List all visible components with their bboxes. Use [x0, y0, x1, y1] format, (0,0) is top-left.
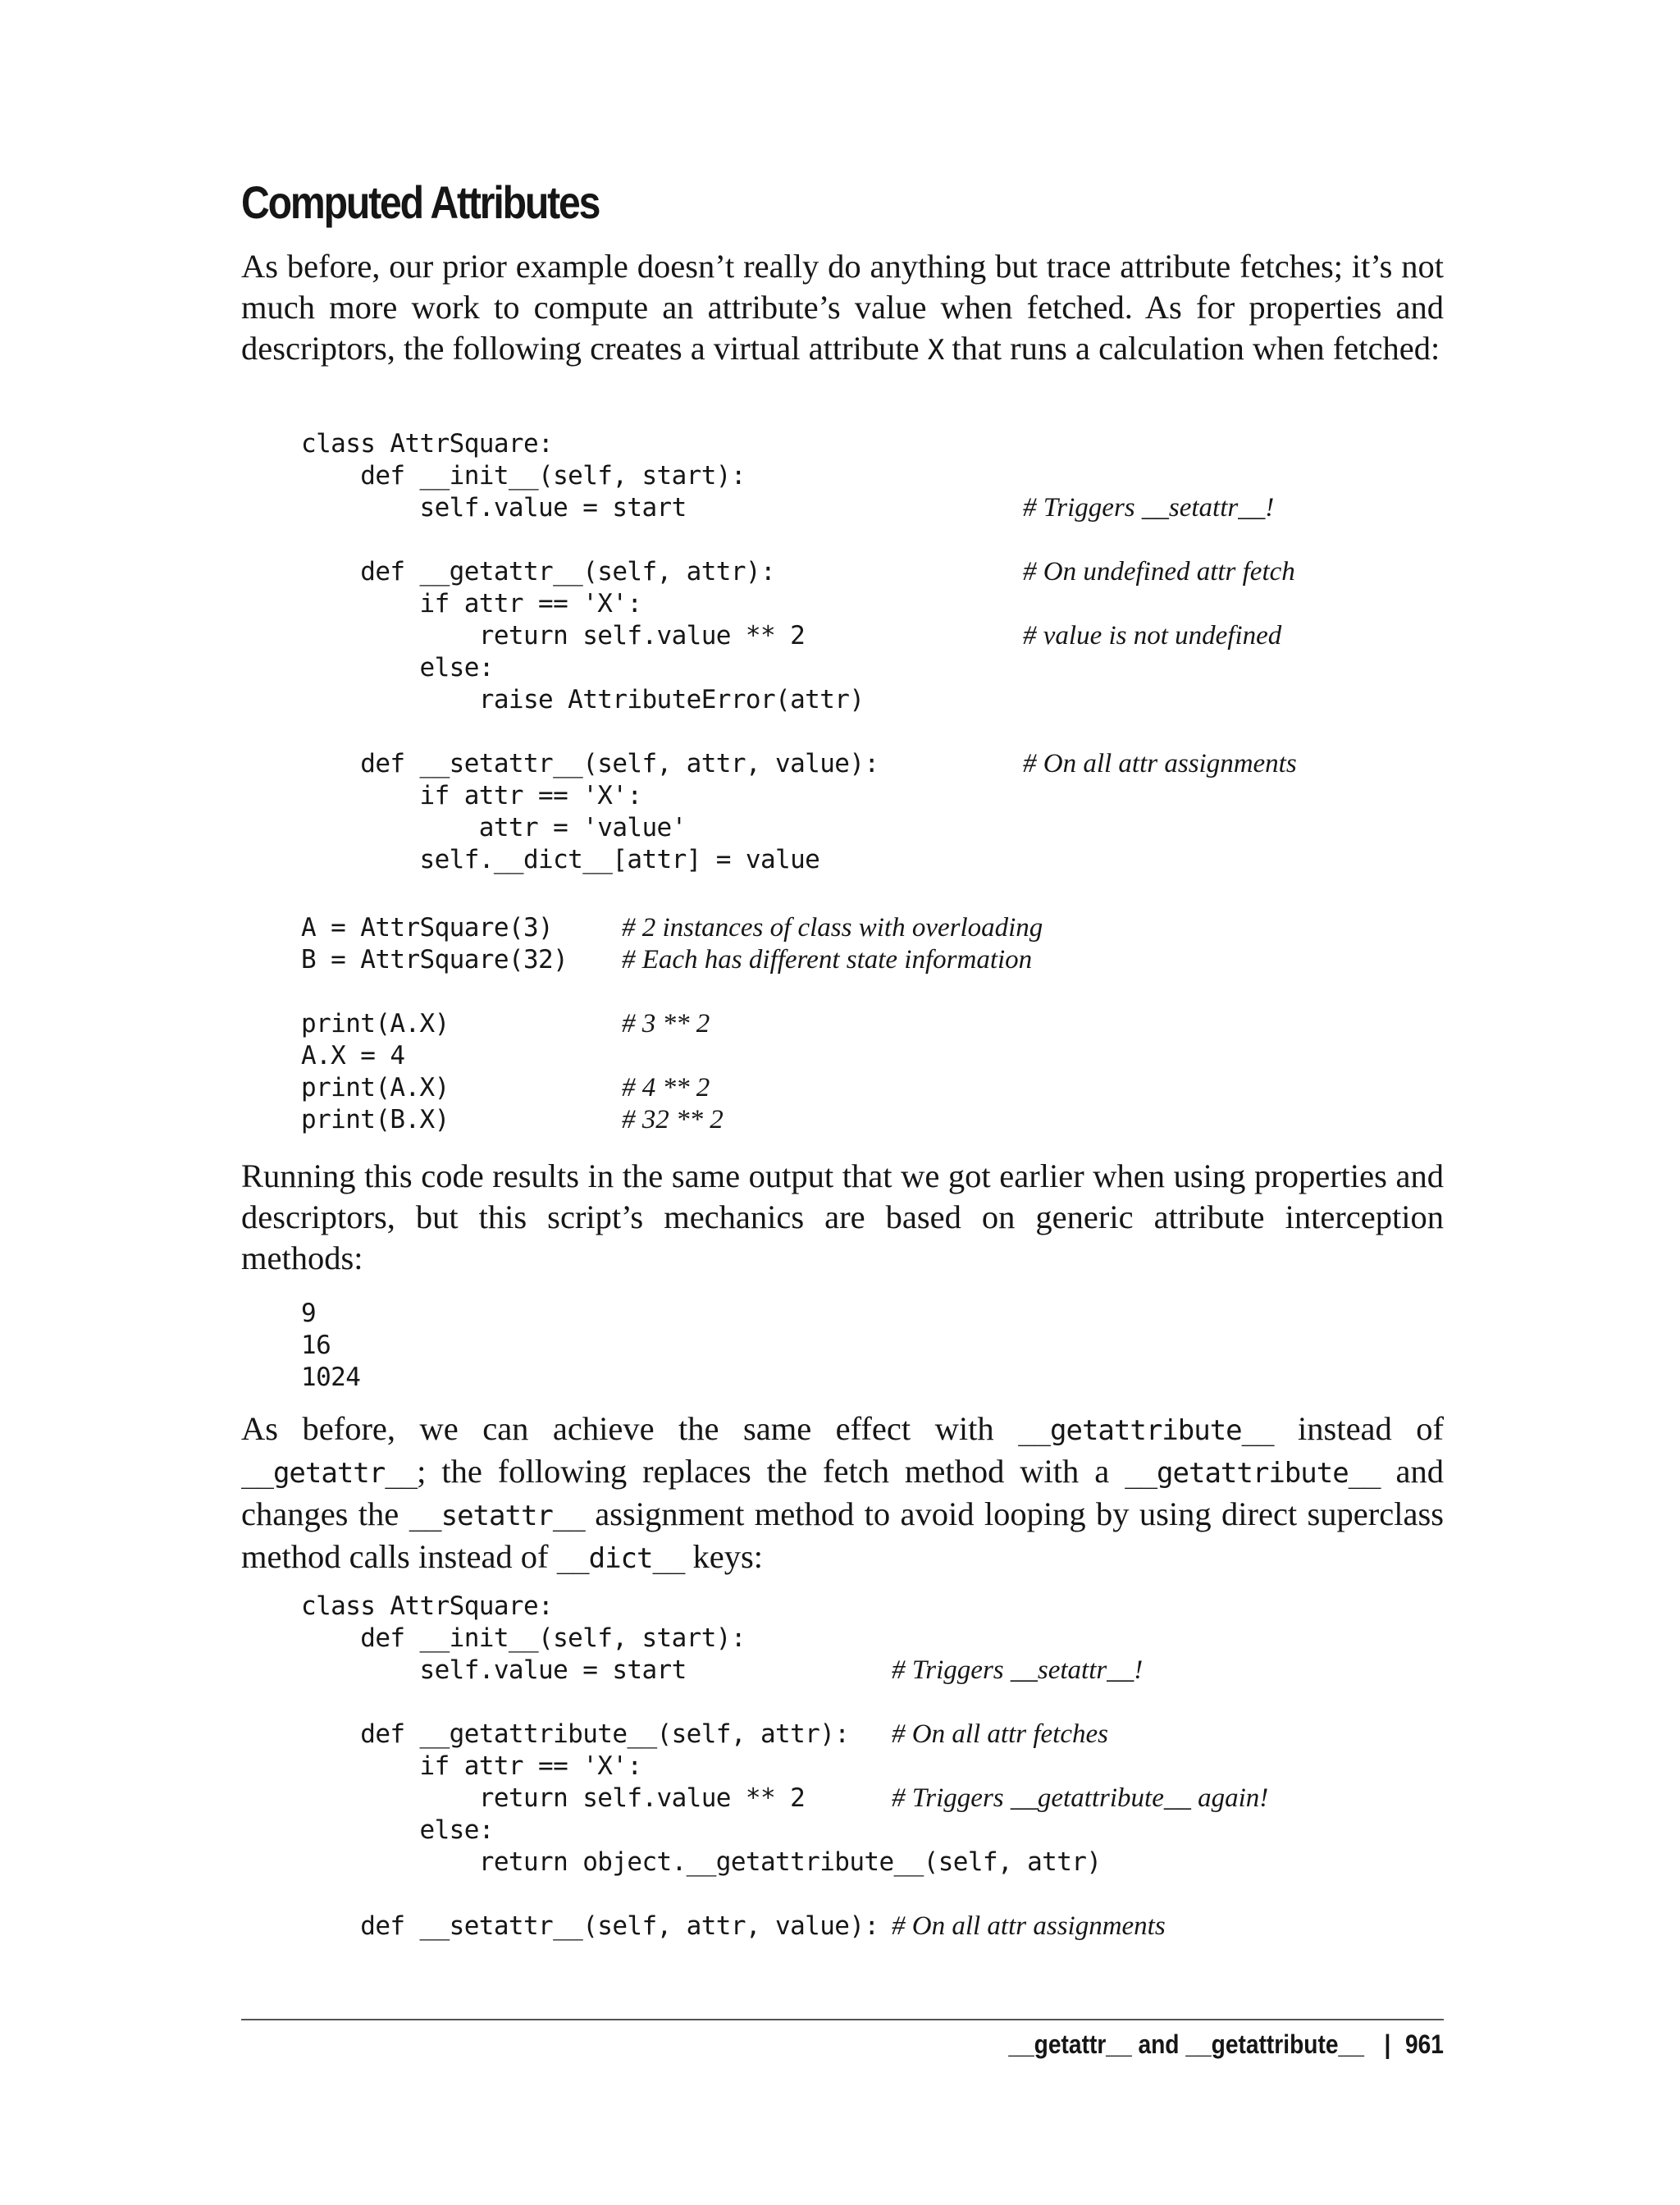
- code-text: self.value = start: [301, 1655, 687, 1685]
- code-text: A.X = 4: [301, 1041, 405, 1071]
- running-head: __getattr__ and __getattribute__: [1008, 2029, 1364, 2059]
- output-line: 9: [301, 1299, 317, 1328]
- code-text: def __setattr__(self, attr, value):: [301, 1911, 879, 1941]
- inline-code: X: [927, 334, 944, 367]
- page-number: 961: [1405, 2029, 1444, 2059]
- code-text: def __getattribute__(self, attr):: [301, 1719, 850, 1749]
- code-text: print(A.X): [301, 1073, 450, 1102]
- code-comment: # 4 ** 2: [622, 1073, 710, 1102]
- code-text: return object.__getattribute__(self, attr): [301, 1847, 1102, 1877]
- code-text: def __setattr__(self, attr, value):: [301, 749, 879, 778]
- code-text: self.value = start: [301, 493, 687, 523]
- code-text: class AttrSquare:: [301, 429, 554, 459]
- code-comment: # 2 instances of class with overloading: [622, 913, 1043, 943]
- code-text: return self.value ** 2: [301, 1783, 806, 1813]
- code-comment: # On all attr assignments: [892, 1911, 1166, 1941]
- code-comment: # 3 ** 2: [622, 1009, 710, 1039]
- code-comment: # On all attr assignments: [1023, 749, 1297, 778]
- inline-code: __getattr__: [241, 1457, 418, 1490]
- footer-separator: |: [1384, 2029, 1391, 2059]
- code-text: else:: [301, 653, 494, 682]
- paragraph-text: instead of: [1273, 1410, 1444, 1447]
- inline-code: __dict__: [556, 1542, 685, 1575]
- code-comment: # On undefined attr fetch: [1023, 557, 1295, 587]
- code-text: print(A.X): [301, 1009, 450, 1039]
- code-text: A = AttrSquare(3): [301, 913, 554, 943]
- code-block-output: [301, 1298, 360, 1394]
- code-comment: # value is not undefined: [1023, 621, 1282, 651]
- section-heading: Computed Attributes: [241, 176, 600, 228]
- inline-code: __setattr__: [409, 1500, 585, 1532]
- code-text: if attr == 'X':: [301, 1751, 642, 1781]
- page-footer: [1008, 2029, 1444, 2060]
- code-text: print(B.X): [301, 1105, 450, 1134]
- paragraph-text: that runs a calculation when fetched:: [943, 330, 1440, 367]
- footer-divider: [241, 2019, 1444, 2020]
- code-text: class AttrSquare:: [301, 1591, 554, 1621]
- paragraph-output-explanation: Running this code results in the same output that we got earlier when using properties and descriptors, but this script’s mechanics are based on generic attribute interception methods:: [241, 1157, 1444, 1276]
- code-text: else:: [301, 1815, 494, 1845]
- paragraph-text: keys:: [684, 1538, 764, 1575]
- code-text: attr = 'value': [301, 813, 687, 842]
- paragraph-intro: [241, 246, 1444, 371]
- inline-code: __getattribute__: [1125, 1457, 1381, 1490]
- output-line: 1024: [301, 1363, 361, 1392]
- inline-code: __getattribute__: [1018, 1414, 1274, 1447]
- code-comment: # 32 ** 2: [622, 1105, 724, 1134]
- code-text: def __init__(self, start):: [301, 461, 746, 491]
- code-text: if attr == 'X':: [301, 781, 642, 810]
- code-text: self.__dict__[attr] = value: [301, 845, 820, 874]
- code-text: def __getattr__(self, attr):: [301, 557, 776, 587]
- output-line: 16: [301, 1331, 331, 1360]
- code-comment: # Each has different state information: [622, 945, 1033, 975]
- paragraph-text: assignment method to avoid looping by using direct superclass method calls instead of: [241, 1495, 1444, 1575]
- code-text: if attr == 'X':: [301, 589, 642, 619]
- code-comment: # On all attr fetches: [892, 1719, 1108, 1749]
- code-text: raise AttributeError(attr): [301, 685, 865, 714]
- paragraph-getattribute: [241, 1408, 1444, 1579]
- paragraph-text: As before, our prior example doesn’t really do anything but trace attribute fetches; it’s not much more work to compute an attribute’s value when fetched. As for properties and descriptors, the following creates a virtual attribute: [241, 248, 1444, 367]
- paragraph-text: ; the following replaces the fetch method with a: [417, 1453, 1125, 1490]
- code-comment: # Triggers __getattribute__ again!: [892, 1783, 1269, 1813]
- code-text: return self.value ** 2: [301, 621, 806, 651]
- code-comment: # Triggers __setattr__!: [892, 1655, 1144, 1685]
- code-text: def __init__(self, start):: [301, 1623, 746, 1653]
- code-comment: # Triggers __setattr__!: [1023, 493, 1275, 523]
- paragraph-text: As before, we can achieve the same effect with: [241, 1410, 1019, 1447]
- paragraph-text: and changes the: [241, 1453, 1444, 1532]
- code-text: B = AttrSquare(32): [301, 945, 568, 975]
